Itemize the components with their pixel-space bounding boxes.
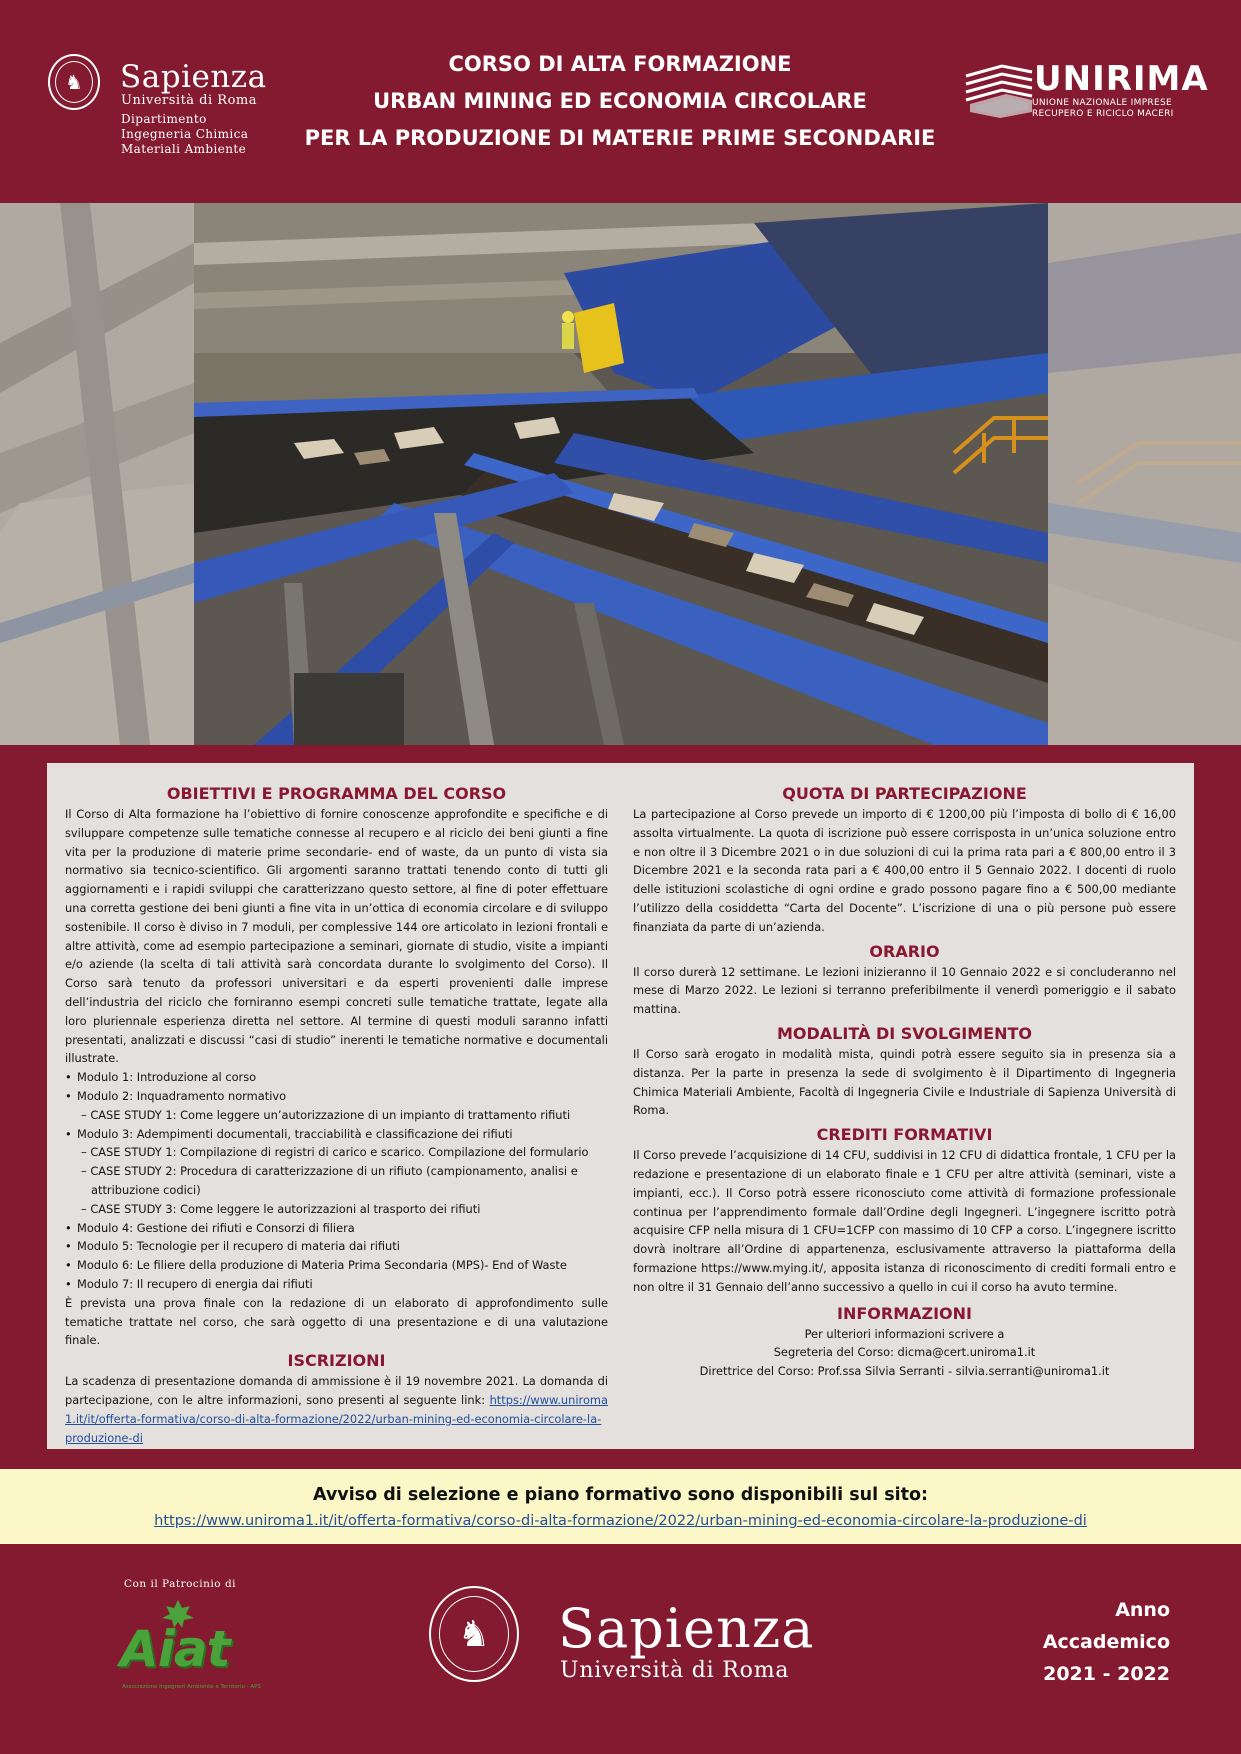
course-title-line: URBAN MINING ED ECONOMIA CIRCOLARE	[373, 89, 867, 113]
footer	[0, 1544, 1241, 1754]
hero-faded-left-image	[0, 203, 194, 745]
left-column	[65, 783, 608, 1447]
hero-faded-right-image	[1048, 203, 1241, 745]
case-study-item: – CASE STUDY 3: Come leggere le autorizzazioni al trasporto dei rifiuti	[81, 1201, 481, 1216]
info-line: Per ulteriori informazioni scrivere a	[804, 1326, 1005, 1341]
aiat-subtitle: Associazione Ingegneri Ambiente e Territorio - APS	[122, 1684, 261, 1690]
right-column	[633, 783, 1176, 1381]
academic-year-line: Anno	[1115, 1599, 1170, 1621]
aiat-logo	[118, 1600, 261, 1700]
course-title-line: PER LA PRODUZIONE DI MATERIE PRIME SECONDARIE	[304, 126, 936, 150]
unirima-logo	[962, 59, 1209, 124]
academic-year	[1000, 1594, 1170, 1690]
academic-year-value: 2021 - 2022	[1043, 1663, 1170, 1685]
modulo-item: • Modulo 6: Le filiere della produzione di Materia Prima Secondaria (MPS)- End of Waste	[65, 1256, 608, 1275]
notice-link[interactable]: https://www.uniroma1.it/it/offerta-formativa/corso-di-alta-formazione/2022/urban-mining-ed-economia-circolare-la-produzione-di	[154, 1513, 1087, 1529]
sapienza-wordmark: Sapienza	[120, 59, 267, 95]
modalita-text: Il Corso sarà erogato in modalità mista, quindi potrà essere seguito sia in presenza sia a distanza. Per la parte in presenza la sede di svolgimento è il Dipartimento di Ingegneria Chimica Materiali Ambiente, Facoltà di Ingegneria Civile e Industriale di Sapienza Università di Roma.	[633, 1046, 1176, 1118]
sapienza-seal-icon	[48, 54, 100, 110]
quota-text: La partecipazione al Corso prevede un importo di € 1200,00 più l’imposta di bollo di € 16,00 assolta virtualmente. La quota di iscrizione può essere corrisposta in un’unica soluzione entro e non oltre il 3 Dicembre 2021 o in due soluzioni di cui la prima rata pari a € 800,00 entro il 3 Dicembre 2021 e la seconda rata pari a € 400,00 entro il 5 Gennaio 2022. I docenti di ruolo delle istituzioni scolastiche di ogni ordine e grado possono pagare fino a € 500,00 mediante l’utilizzo della cosiddetta “Carta del Docente”. L’iscrizione di una o più persone può essere finanziata da parte di un’azienda.	[633, 807, 1176, 934]
section-title-informazioni: INFORMAZIONI	[837, 1303, 972, 1323]
unirima-subtitle-line: UNIONE NAZIONALE IMPRESE	[1032, 98, 1172, 108]
modulo-item: • Modulo 1: Introduzione al corso	[65, 1068, 608, 1087]
unirima-wordmark: UNIRIMA	[1034, 59, 1209, 99]
notice-title: Avviso di selezione e piano formativo sono disponibili sul sito:	[312, 1485, 929, 1505]
section-title-modalita: MODALITÀ DI SVOLGIMENTO	[776, 1023, 1033, 1043]
department-line: Dipartimento	[121, 112, 207, 126]
unirima-subtitle	[1032, 98, 1174, 120]
crediti-text: Il Corso prevede l’acquisizione di 14 CFU, suddivisi in 12 CFU di didattica frontale, 1 CFU per la redazione e presentazione di un elaborato finale e 1 CFU per altre attività (seminari, viste a impianti, ecc.). Il Corso potrà essere riconosciuto come attività di formazione professionale continua per l’apprendimento formale dall’Ordine degli Ingegneri. L’ingegnere iscritto potrà acquisire CFP nella misura di 1 CFU=1CFP con massimo di 10 CFP a corso. L’ingegnere iscritto dovrà inoltrare all’Ordine di appartenenza, esclusivamente attraverso la piattaforma della formazione https://www.mying.it/, apposita istanza di riconoscimento di crediti formali entro e non oltre il 31 Gennaio dell’anno successivo a quello in cui il corso ha avuto termine.	[633, 1148, 1176, 1294]
aiat-wordmark: Aiat	[120, 1620, 230, 1678]
case-study-item: – CASE STUDY 2: Procedura di caratterizzazione di un rifiuto (campionamento, analisi e attribuzione codici)	[81, 1164, 578, 1197]
case-study-item: – CASE STUDY 1: Come leggere un’autorizzazione di un impianto di trattamento rifiuti	[81, 1107, 571, 1122]
iscrizioni-link[interactable]: https://www.uniroma1.it/it/offerta-formativa/corso-di-alta-formazione/2022/urban-mining-ed-economia-circolare-la-produzione-di	[65, 1392, 608, 1445]
patrocinio-label: Con il Patrocinio di	[124, 1578, 237, 1590]
modulo-item: • Modulo 3: Adempimenti documentali, tracciabilità e classificazione dei rifiuti	[65, 1125, 608, 1144]
modulo-item: • Modulo 5: Tecnologie per il recupero di materia dai rifiuti	[65, 1237, 608, 1256]
sapienza-footer-seal-inner: ♞	[439, 1596, 509, 1672]
course-title-line: CORSO DI ALTA FORMAZIONE	[448, 52, 792, 76]
informazioni-block	[633, 1325, 1176, 1381]
sapienza-footer-seal-icon	[429, 1586, 519, 1682]
modulo-item: • Modulo 4: Gestione dei rifiuti e Consorzi di filiera	[65, 1219, 608, 1238]
section-title-iscrizioni: ISCRIZIONI	[287, 1351, 386, 1371]
content-panel	[47, 763, 1194, 1449]
orario-text: Il corso durerà 12 settimane. Le lezioni inizieranno il 10 Gennaio 2022 e si concluderanno nel mese di Marzo 2022. Le lezioni si terranno preferibilmente il venerdì pomeriggio e il sabato mattina.	[633, 964, 1176, 1017]
section-title-crediti: CREDITI FORMATIVI	[816, 1125, 993, 1145]
unirima-mark-icon	[962, 60, 1036, 120]
notice-band	[0, 1469, 1241, 1544]
section-title-orario: ORARIO	[869, 941, 940, 961]
recycling-plant-image	[194, 203, 1048, 745]
obiettivi-intro: Il Corso di Alta formazione ha l’obiettivo di fornire conoscenze approfondite e specifiche e di sviluppare competenze sulle tematiche connesse al recupero e al riciclo dei beni giunti a fine vita per la produzione di materie prime secondarie- end of waste, da un punto di vista sia normativo sia tecnico-scientifico. Gli argomenti saranno trattati tenendo conto di tutti gli aggiornamenti e i rapidi sviluppi che caratterizzano questo settore, al fine di poter effettuare una corretta gestione dei beni giunti a fine vita in un’ottica di economia circolare e di sviluppo sostenibile. Il corso è diviso in 7 moduli, per complessive 144 ore articolato in lezioni frontali e altre attività, come ad esempio partecipazione a seminari, giornate di studio, visite a impianti e/o aziende (la scelta di tali attività sarà concordata durante lo svolgimento del Corso). Il Corso sarà tenuto da professori universitari e da esperti provenienti dalle imprese dell’industria del riciclo che forniranno esempi concreti sulle tematiche trattate, legate alla loro pluriennale esperienza diretta nel settore. Al termine di questi moduli saranno infatti presentati, analizzati e discussi “casi di studio” inerenti le tematiche normative e documentali illustrate.	[65, 807, 608, 1066]
academic-year-line: Accademico	[1042, 1631, 1170, 1653]
iscrizioni-body: La scadenza di presentazione domanda di ammissione è il 19 novembre 2021. La domanda di partecipazione, con le altre informazioni, sono presenti al seguente link:	[65, 1374, 608, 1407]
unirima-subtitle-line: RECUPERO E RICICLO MACERI	[1032, 109, 1174, 119]
section-title-obiettivi: OBIETTIVI E PROGRAMMA DEL CORSO	[166, 784, 507, 803]
iscrizioni-text	[65, 1372, 608, 1447]
department-line: Ingegneria Chimica	[121, 127, 249, 141]
sapienza-footer-university: Università di Roma	[560, 1658, 790, 1683]
sapienza-footer-wordmark: Sapienza	[558, 1597, 815, 1660]
sapienza-seal-inner: ♞	[55, 61, 93, 103]
section-title-quota: QUOTA DI PARTECIPAZIONE	[782, 784, 1027, 803]
department-line: Materiali Ambiente	[121, 142, 247, 156]
info-secretary-email: Segreteria del Corso: dicma@cert.uniroma1.it	[773, 1345, 1036, 1360]
moduli-list	[65, 1068, 608, 1294]
modulo-item: • Modulo 7: Il recupero di energia dai rifiuti	[65, 1275, 608, 1294]
modulo-item: • Modulo 2: Inquadramento normativo	[65, 1087, 608, 1106]
hero-illustration	[0, 203, 1241, 745]
header	[0, 0, 1241, 203]
info-director-email: Direttrice del Corso: Prof.ssa Silvia Serranti - silvia.serranti@uniroma1.it	[699, 1364, 1110, 1379]
case-study-item: – CASE STUDY 1: Compilazione di registri di carico e scarico. Compilazione del formulario	[81, 1145, 589, 1160]
obiettivi-closing: È prevista una prova finale con la redazione di un elaborato di approfondimento sulle tematiche trattate nel corso, che sarà oggetto di una presentazione e di una valutazione finale.	[65, 1295, 608, 1348]
department-name	[121, 112, 248, 157]
course-title	[300, 46, 940, 157]
sapienza-university-label: Università di Roma	[121, 93, 257, 108]
